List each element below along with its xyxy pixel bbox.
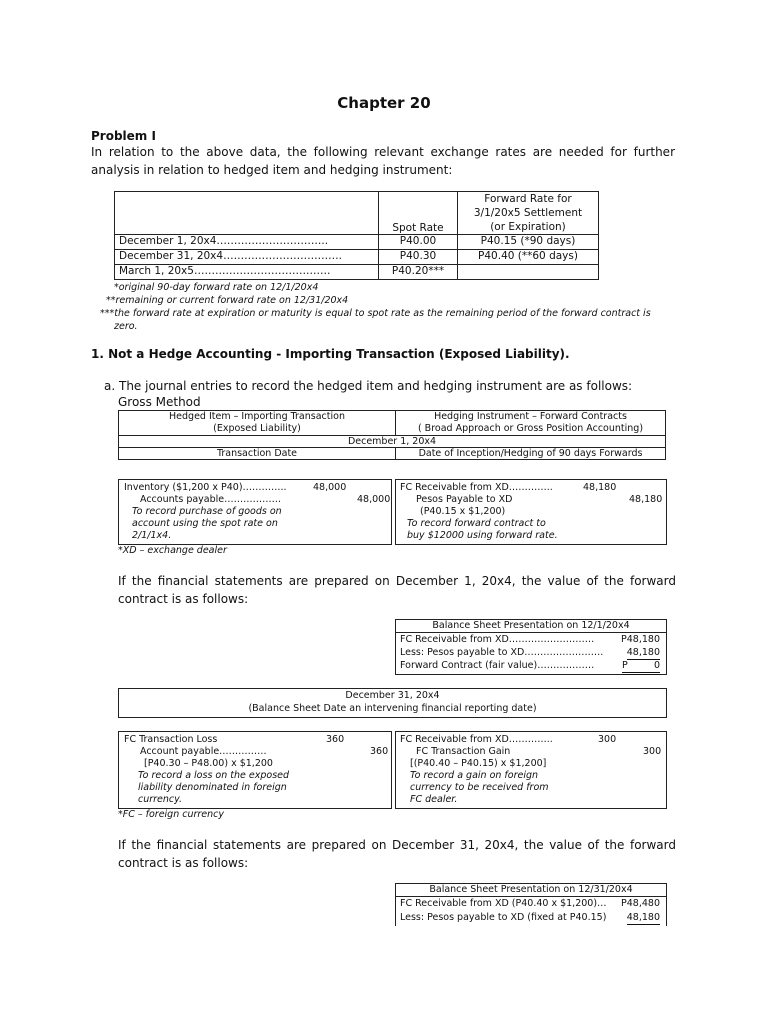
footnote-3-cont: zero.: [114, 321, 138, 332]
table-row: December 31, 20x4……………………………. P40.30 P40.40 (**60 days): [115, 250, 599, 265]
item-a-text: a. The journal entries to record the hedged item and hedging instrument are as follows:: [104, 379, 633, 393]
fs-paragraph-2: If the financial statements are prepared on December 31, 20x4, the value of the forward contract is as follows:: [118, 838, 676, 870]
spot-rate-header: Spot Rate: [379, 192, 458, 235]
gross-method-label: Gross Method: [118, 395, 201, 409]
forward-rate-header: Forward Rate for 3/1/20x5 Settlement (or Expiration): [458, 192, 599, 235]
fair-value-total: P 0: [622, 660, 660, 675]
footnote-2: **remaining or current forward rate on 12/31/20x4: [106, 295, 349, 306]
fc-footnote: *FC – foreign currency: [118, 809, 225, 820]
footnote-3: ***the forward rate at expiration or maturity is equal to spot rate as the remaining period of the forward contract is: [100, 308, 651, 319]
dec31-header: December 31, 20x4 (Balance Sheet Date an intervening financial reporting date): [118, 688, 667, 718]
intro-paragraph: In relation to the above data, the following relevant exchange rates are needed for further analysis in relation to hedged item and hedging instrument:: [91, 145, 675, 177]
footnote-1: *original 90-day forward rate on 12/1/20x4: [114, 282, 319, 293]
transaction-date-label: Transaction Date: [119, 448, 396, 460]
balance-sheet-2: Balance Sheet Presentation on 12/31/20x4 FC Receivable from XD (P40.40 x $1,200)… P48,480 Less: Pesos payable to XD (fixed at P40.15) 48,180: [395, 883, 667, 926]
chapter-title: Chapter 20: [337, 94, 431, 112]
hedging-instrument-header: Hedging Instrument – Forward Contracts ( Broad Approach or Gross Position Accounting): [396, 411, 666, 436]
hedging-instrument-entry-1: FC Receivable from XD………….. 48,180 Pesos Payable to XD 48,180 (P40.15 x $1,200) To record forward contract to buy $12000 using forward rate.: [395, 479, 667, 545]
problem-heading: Problem I: [91, 129, 156, 143]
hedging-instrument-entry-2: FC Receivable from XD………….. 300 FC Transaction Gain 300 [(P40.40 – P40.15) x $1,200] To record a gain on foreign currency to be received from FC dealer.: [395, 731, 667, 809]
journal-header-table: [118, 410, 666, 460]
hedged-item-entry-1: Inventory ($1,200 x P40)………….. 48,000 Accounts payable……………… 48,000 To record purchase of goods on account using the spot rate on 2/1/1x4.: [118, 479, 392, 545]
table-row: December 1, 20x4………………………….. P40.00 P40.15 (*90 days): [115, 235, 599, 250]
balance-sheet-1: Balance Sheet Presentation on 12/1/20x4 FC Receivable from XD……………………… P48,180 Less: Pesos payable to XD……………………. 48,180 Forward Contract (fair value)……………… P 0: [395, 619, 667, 675]
table-header-row: [115, 192, 599, 235]
hedged-item-header: Hedged Item – Importing Transaction (Exposed Liability): [119, 411, 396, 436]
table-row: March 1, 20x5………………………………… P40.20***: [115, 265, 599, 280]
xd-footnote: *XD – exchange dealer: [118, 545, 227, 556]
inception-date-label: Date of Inception/Hedging of 90 days Forwards: [396, 448, 666, 460]
date-row: December 1, 20x4: [119, 436, 666, 448]
fs-paragraph-1: If the financial statements are prepared on December 1, 20x4, the value of the forward contract is as follows:: [118, 574, 676, 606]
hedged-item-entry-2: FC Transaction Loss 360 Account payable…………… 360 [P40.30 – P48.00) x $1,200 To record a loss on the exposed liability denominated in foreign currency.: [118, 731, 392, 809]
exchange-rate-table: [114, 191, 599, 280]
section-1-heading: 1. Not a Hedge Accounting - Importing Transaction (Exposed Liability).: [91, 347, 570, 361]
